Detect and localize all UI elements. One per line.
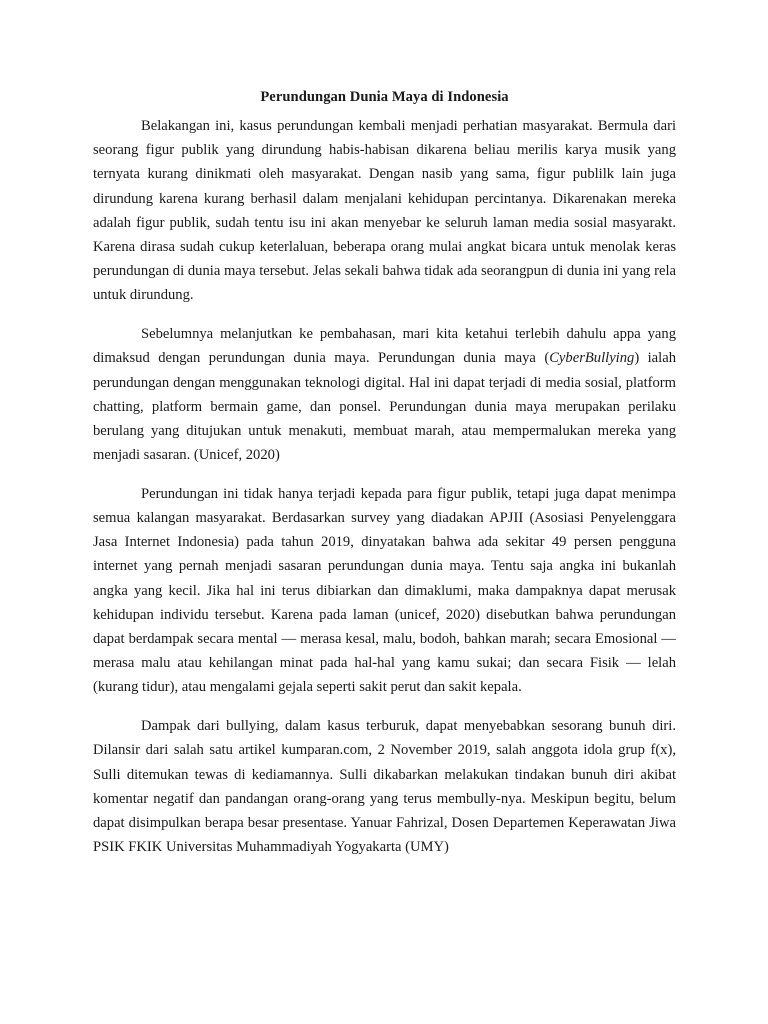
paragraph-1: Belakangan ini, kasus perundungan kembali menjadi perhatian masyarakat. Bermula dari seorang figur publik yang dirundung habis-habisan dikarena beliau merilis karya musik yang ternyata kurang dinikmati oleh masyarakat. Dengan nasib yang sama, figur publilk lain juga dirundung karena kurang berhasil dalam menjalani kehidupan percintanya. Dikarenakan mereka adalah figur publik, sudah tentu isu ini akan menyebar ke seluruh laman media sosial masyarakt. Karena dirasa sudah cukup keterlaluan, beberapa orang mulai angkat bicara untuk menolak keras perundungan di dunia maya tersebut. Jelas sekali bahwa tidak ada seorangpun di dunia ini yang rela untuk dirundung. [93,118,676,304]
paragraph-2-text-before: Sebelumnya melanjutkan ke pembahasan, mari kita ketahui terlebih dahulu appa yang dimaksud dengan perundungan dunia maya. Perundungan dunia maya ( [93,326,676,367]
paragraph-3: Perundungan ini tidak hanya terjadi kepada para figur publik, tetapi juga dapat menimpa semua kalangan masyarakat. Berdasarkan survey yang diadakan APJII (Asosiasi Penyelenggara Jasa Internet Indonesia) pada tahun 2019, dinyatakan bahwa ada sekitar 49 persen pengguna internet yang pernah menjadi sasaran perundungan dunia maya. Tentu saja angka ini bukanlah angka yang kecil. Jika hal ini terus dibiarkan dan dimaklumi, maka dampaknya dapat merusak kehidupan individu tersebut. Karena pada laman (unicef, 2020) disebutkan bahwa perundungan dapat berdampak secara mental — merasa kesal, malu, bodoh, bahkan marah; secara Emosional — merasa malu atau kehilangan minat pada hal-hal yang kamu sukai; dan secara Fisik — lelah (kurang tidur), atau mengalami gejala seperti sakit perut dan sakit kepala. [93,485,676,696]
document-title: Perundungan Dunia Maya di Indonesia [260,89,509,105]
paragraph-4: Dampak dari bullying, dalam kasus terburuk, dapat menyebabkan sesorang bunuh diri. Dilansir dari salah satu artikel kumparan.com, 2 November 2019, salah anggota idola grup f(x), Sulli ditemukan tewas di kediamannya. Sulli dikabarkan melakukan tindakan bunuh diri akibat komentar negatif dan pandangan orang-orang yang terus membully-nya. Meskipun begitu, belum dapat disimpulkan berapa besar presentase. Yanuar Fahrizal, Dosen Departemen Keperawatan Jiwa PSIK FKIK Universitas Muhammadiyah Yogyakarta (UMY) [93,718,676,856]
paragraph-2 [93,322,676,467]
paragraph-2-text-after: ) ialah perundungan dengan menggunakan teknologi digital. Hal ini dapat terjadi di media sosial, platform chatting, platform bermain game, dan ponsel. Perundungan dunia maya merupakan perilaku berulang yang ditujukan untuk menakuti, membuat marah, atau mempermalukan mereka yang menjadi sasaran. (Unicef, 2020) [93,350,676,464]
cyberbullying-term: CyberBullying [549,350,635,367]
